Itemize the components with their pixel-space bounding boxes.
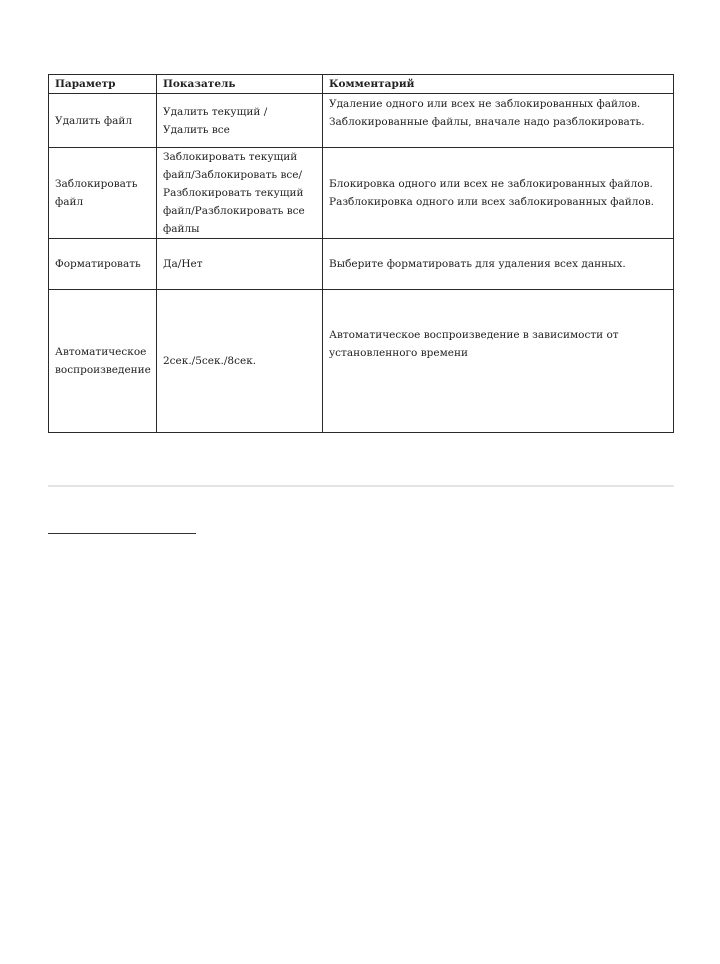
table-header-row bbox=[49, 75, 674, 94]
value-cell: 2сек./5сек./8сек. bbox=[157, 290, 323, 433]
parameter-cell: Форматировать bbox=[49, 239, 157, 290]
table-row bbox=[49, 148, 674, 239]
comment-cell: Автоматическое воспроизведение в зависимости от установленного времени bbox=[323, 290, 674, 433]
value-cell: Удалить текущий / Удалить все bbox=[157, 94, 323, 148]
header-parameter: Параметр bbox=[49, 75, 157, 94]
footnote-rule bbox=[48, 533, 196, 534]
comment-cell: Удаление одного или всех не заблокированных файлов. Заблокированные файлы, вначале надо разблокировать. bbox=[323, 94, 674, 148]
page-divider bbox=[48, 485, 674, 487]
parameter-cell: Заблокировать файл bbox=[49, 148, 157, 239]
parameter-cell: Автоматическое воспроизведение bbox=[49, 290, 157, 433]
comment-cell: Блокировка одного или всех не заблокированных файлов. Разблокировка одного или всех заблокированных файлов. bbox=[323, 148, 674, 239]
comment-cell: Выберите форматировать для удаления всех данных. bbox=[323, 239, 674, 290]
parameter-cell: Удалить файл bbox=[49, 94, 157, 148]
value-cell: Да/Нет bbox=[157, 239, 323, 290]
value-cell: Заблокировать текущий файл/Заблокировать все/ Разблокировать текущий файл/Разблокировать все файлы bbox=[157, 148, 323, 239]
header-comment: Комментарий bbox=[323, 75, 674, 94]
table-row bbox=[49, 290, 674, 433]
header-value: Показатель bbox=[157, 75, 323, 94]
table-row bbox=[49, 239, 674, 290]
settings-table bbox=[48, 74, 674, 433]
table-row bbox=[49, 94, 674, 148]
